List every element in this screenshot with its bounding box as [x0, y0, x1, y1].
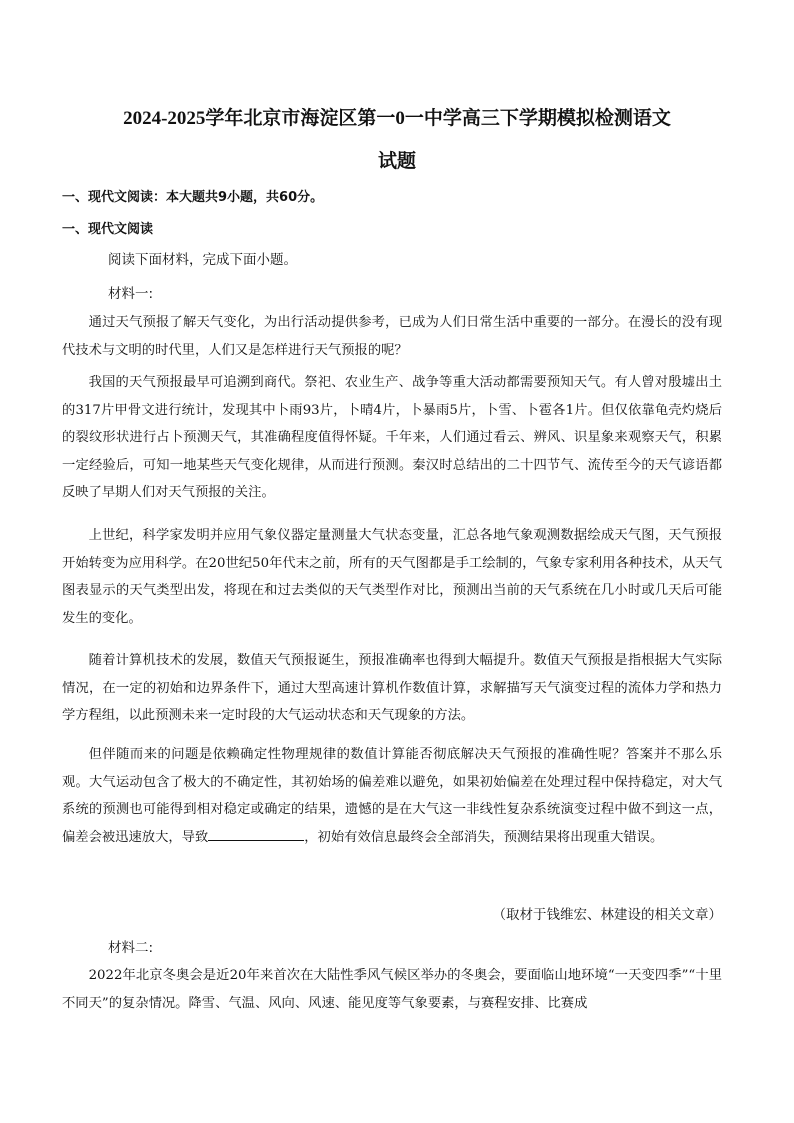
paragraph: 上世纪，科学家发明并应用气象仪器定量测量大气状态变量，汇总各地气象观测数据绘成天气图，天气预报开始转变为应用科学。在20世纪50年代末之前，所有的天气图都是手工绘制的，气象专家利用各种技术，从天气图表显示的天气类型出发，将现在和过去类似的天气类型作对比，预测出当前的天气系统在几小时或几天后可能发生的变化。: [62, 528, 722, 626]
paragraph: 随着计算机技术的发展，数值天气预报诞生，预报准确率也得到大幅提升。数值天气预报是指根据大气实际情况，在一定的初始和边界条件下，通过大型高速计算机作数值计算，求解描写天气演变过程的流体力学和热力学方程组，以此预测未来一定时段的大气运动状态和天气现象的方法。: [62, 653, 722, 723]
subsection-heading: 一、现代文阅读: [62, 222, 154, 237]
paragraph: 2022年北京冬奥会是近20年来首次在大陆性季风气候区举办的冬奥会，要面临山地环境“一天变四季”“十里不同天”的复杂情况。降雪、气温、风向、风速、能见度等气象要素，与赛程安排、比赛成: [62, 968, 722, 1011]
material-one-label: 材料一:: [108, 286, 154, 302]
paragraph: 我国的天气预报最早可追溯到商代。祭祀、农业生产、战争等重大活动都需要预知天气。有人曾对殷墟出土的317片甲骨文进行统计，发现其中卜雨93片，卜晴4片，卜暴雨5片，卜雪、卜雹各1片。但仅依靠龟壳灼烧后的裂纹形状进行占卜预测天气，其准确程度值得怀疑。千年来，人们通过看云、辨风、识星象来观察天气，积累一定经验后，可知一地某些天气变化规律，从而进行预测。秦汉时总结出的二十四节气、流传至今的天气谚语都反映了早期人们对天气预报的关注。: [62, 375, 722, 500]
paragraph-with-blank: [62, 741, 722, 851]
source-citation: （取材于钱维宏、林建设的相关文章）: [492, 907, 722, 923]
title-line-1: 2024-2025学年北京市海淀区第一0一中学高三下学期模拟检测语文: [123, 108, 671, 129]
section-heading: 一、现代文阅读：本大题共9小题，共60分。: [62, 190, 324, 205]
document-title: [90, 97, 704, 183]
paragraph-text: 但伴随而来的问题是依赖确定性物理规律的数值计算能否彻底解决天气预报的准确性呢？答案并不那么乐观。大气运动包含了极大的不确定性，其初始场的偏差难以避免，如果初始偏差在处理过程中保持稳定，对大气系统的预测也可能得到相对稳定或确定的结果，遗憾的是在大气这一非线性复杂系统演变过程中做不到这一点，偏差会被迅速放大，导致: [62, 747, 722, 845]
title-line-2: 试题: [377, 151, 416, 172]
paragraph: 通过天气预报了解天气变化，为出行活动提供参考，已成为人们日常生活中重要的一部分。在漫长的没有现代技术与文明的时代里，人们又是怎样进行天气预报的呢？: [62, 315, 722, 358]
material-two-label: 材料二:: [108, 940, 154, 956]
fill-in-blank: [208, 839, 304, 841]
reading-instruction: 阅读下面材料，完成下面小题。: [108, 252, 297, 268]
paragraph-text: ，初始有效信息最终会全部消失，预测结果将出现重大错误。: [304, 829, 664, 845]
